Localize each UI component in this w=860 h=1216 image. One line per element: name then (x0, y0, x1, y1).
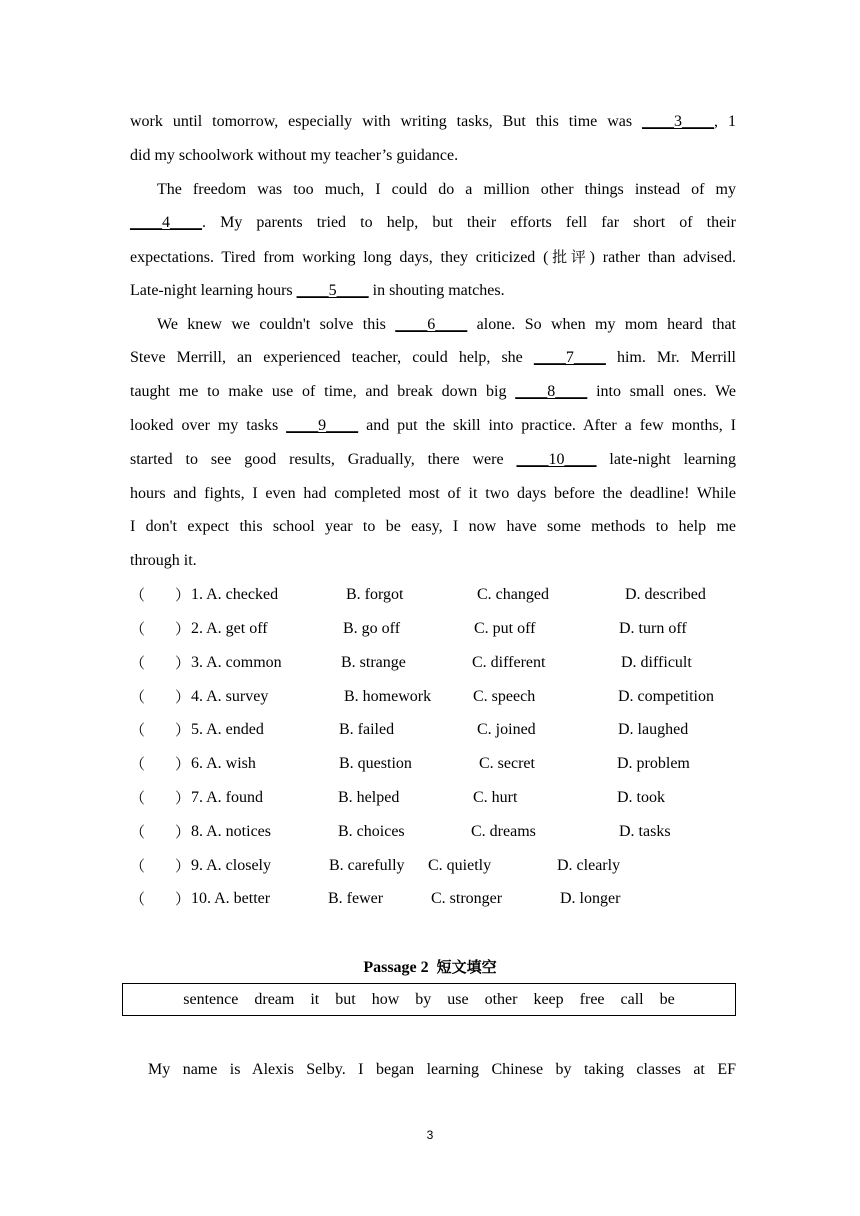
page-number: 3 (426, 1128, 434, 1142)
answer-paren[interactable]: （ ） (130, 789, 191, 807)
option-d: D. laughed (618, 721, 689, 738)
option-c: C. put off (474, 620, 536, 637)
option-a: 10. A. better (191, 890, 271, 907)
option-a: 9. A. closely (191, 857, 271, 874)
option-a: 2. A. get off (191, 620, 268, 637)
passage-line-11: started to see good results, Gradually, there were ____10____ late-night learning (130, 451, 737, 468)
blank-8: ____8____ (515, 383, 588, 400)
passage-line-2: did my schoolwork without my teacher’s guidance. (130, 147, 459, 164)
question-row-3 (130, 653, 736, 673)
question-row-7 (130, 788, 736, 808)
word-bank-item: sentence (183, 990, 239, 1008)
passage-line-1: work until tomorrow, especially with writing tasks, But this time was ____3____, 1 (130, 113, 737, 130)
word-bank-item: call (620, 990, 644, 1008)
option-b: B. helped (338, 789, 400, 806)
passage-line-14: through it. (130, 552, 197, 569)
option-b: B. homework (344, 688, 432, 705)
passage-line-6: Late-night learning hours ____5____ in shouting matches. (130, 282, 505, 299)
option-a: 8. A. notices (191, 823, 271, 840)
option-d: D. longer (560, 890, 621, 907)
option-c: C. secret (479, 755, 535, 772)
blank-10: ____10____ (516, 451, 597, 468)
blank-3: ____3____ (642, 113, 715, 130)
blank-5: ____5____ (296, 282, 369, 299)
option-a: 7. A. found (191, 789, 263, 806)
option-b: B. choices (338, 823, 405, 840)
question-row-6 (130, 754, 736, 774)
blank-9: ____9____ (286, 417, 359, 434)
option-a: 3. A. common (191, 654, 282, 671)
option-d: D. took (617, 789, 665, 806)
answer-paren[interactable]: （ ） (130, 823, 191, 841)
option-b: B. forgot (346, 586, 404, 603)
passage-line-3: The freedom was too much, I could do a million other things instead of my (157, 181, 736, 198)
question-row-2 (130, 619, 736, 639)
option-c: C. changed (477, 586, 549, 603)
question-row-4 (130, 687, 736, 707)
word-bank-item: but (335, 990, 356, 1008)
option-b: B. fewer (328, 890, 384, 907)
word-bank-item: dream (254, 990, 295, 1008)
option-c: C. speech (473, 688, 536, 705)
passage-line-9: taught me to make use of time, and break down big ____8____ into small ones. We (130, 383, 737, 400)
passage-line-13: I don't expect this school year to be easy, I now have some methods to help me (130, 518, 736, 535)
option-c: C. dreams (471, 823, 536, 840)
option-d: D. tasks (619, 823, 671, 840)
word-bank-item: free (579, 990, 605, 1008)
answer-paren[interactable]: （ ） (130, 688, 191, 706)
answer-paren[interactable]: （ ） (130, 857, 191, 875)
option-c: C. different (472, 654, 546, 671)
option-b: B. carefully (329, 857, 405, 874)
option-d: D. turn off (619, 620, 687, 637)
option-d: D. problem (617, 755, 690, 772)
option-c: C. joined (477, 721, 536, 738)
blank-6: ____6____ (395, 316, 468, 333)
question-row-9 (130, 856, 736, 876)
question-row-5 (130, 720, 736, 740)
word-bank-item: other (484, 990, 518, 1008)
word-bank-item: use (447, 990, 469, 1008)
option-d: D. competition (618, 688, 714, 705)
passage-line-5: expectations. Tired from working long days, they criticized (批评) rather than advised. (130, 248, 736, 266)
answer-paren[interactable]: （ ） (130, 586, 191, 604)
word-bank-item: keep (533, 990, 564, 1008)
option-d: D. difficult (621, 654, 692, 671)
word-bank-item: by (415, 990, 432, 1008)
passage-line-4: ____4____. My parents tried to help, but their efforts fell far short of their (130, 214, 736, 231)
question-row-1 (130, 585, 736, 605)
option-d: D. clearly (557, 857, 621, 874)
question-row-10 (130, 889, 736, 909)
passage-line-12: hours and fights, I even had completed most of it two days before the deadline! While (130, 485, 736, 502)
option-a: 6. A. wish (191, 755, 256, 772)
option-a: 5. A. ended (191, 721, 264, 738)
blank-4: ____4____ (130, 214, 202, 231)
answer-paren[interactable]: （ ） (130, 721, 191, 739)
word-bank-item: be (659, 990, 675, 1008)
word-bank-item: it (310, 990, 320, 1008)
answer-paren[interactable]: （ ） (130, 654, 191, 672)
passage-line-10: looked over my tasks ____9____ and put the skill into practice. After a few months, I (130, 417, 737, 434)
answer-paren[interactable]: （ ） (130, 890, 191, 908)
option-b: B. question (339, 755, 412, 772)
option-b: B. go off (343, 620, 401, 637)
blank-7: ____7____ (533, 349, 606, 366)
answer-paren[interactable]: （ ） (130, 755, 191, 773)
option-b: B. failed (339, 721, 395, 738)
option-d: D. described (625, 586, 706, 603)
answer-paren[interactable]: （ ） (130, 620, 191, 638)
passage-line-8: Steve Merrill, an experienced teacher, could help, she ____7____ him. Mr. Merrill (130, 349, 736, 366)
option-c: C. quietly (428, 857, 492, 874)
passage-line-7: We knew we couldn't solve this ____6____ alone. So when my mom heard that (157, 316, 737, 333)
option-b: B. strange (341, 654, 406, 671)
passage-2-title: Passage 2 短文填空 (363, 958, 497, 976)
option-a: 1. A. checked (191, 586, 279, 603)
word-bank-item: how (371, 990, 400, 1008)
question-row-8 (130, 822, 736, 842)
word-bank-box (122, 983, 736, 1016)
passage-2-first-line: My name is Alexis Selby. I began learning Chinese by taking classes at EF (148, 1061, 736, 1078)
option-c: C. hurt (473, 789, 518, 806)
option-a: 4. A. survey (191, 688, 269, 705)
option-c: C. stronger (431, 890, 503, 907)
